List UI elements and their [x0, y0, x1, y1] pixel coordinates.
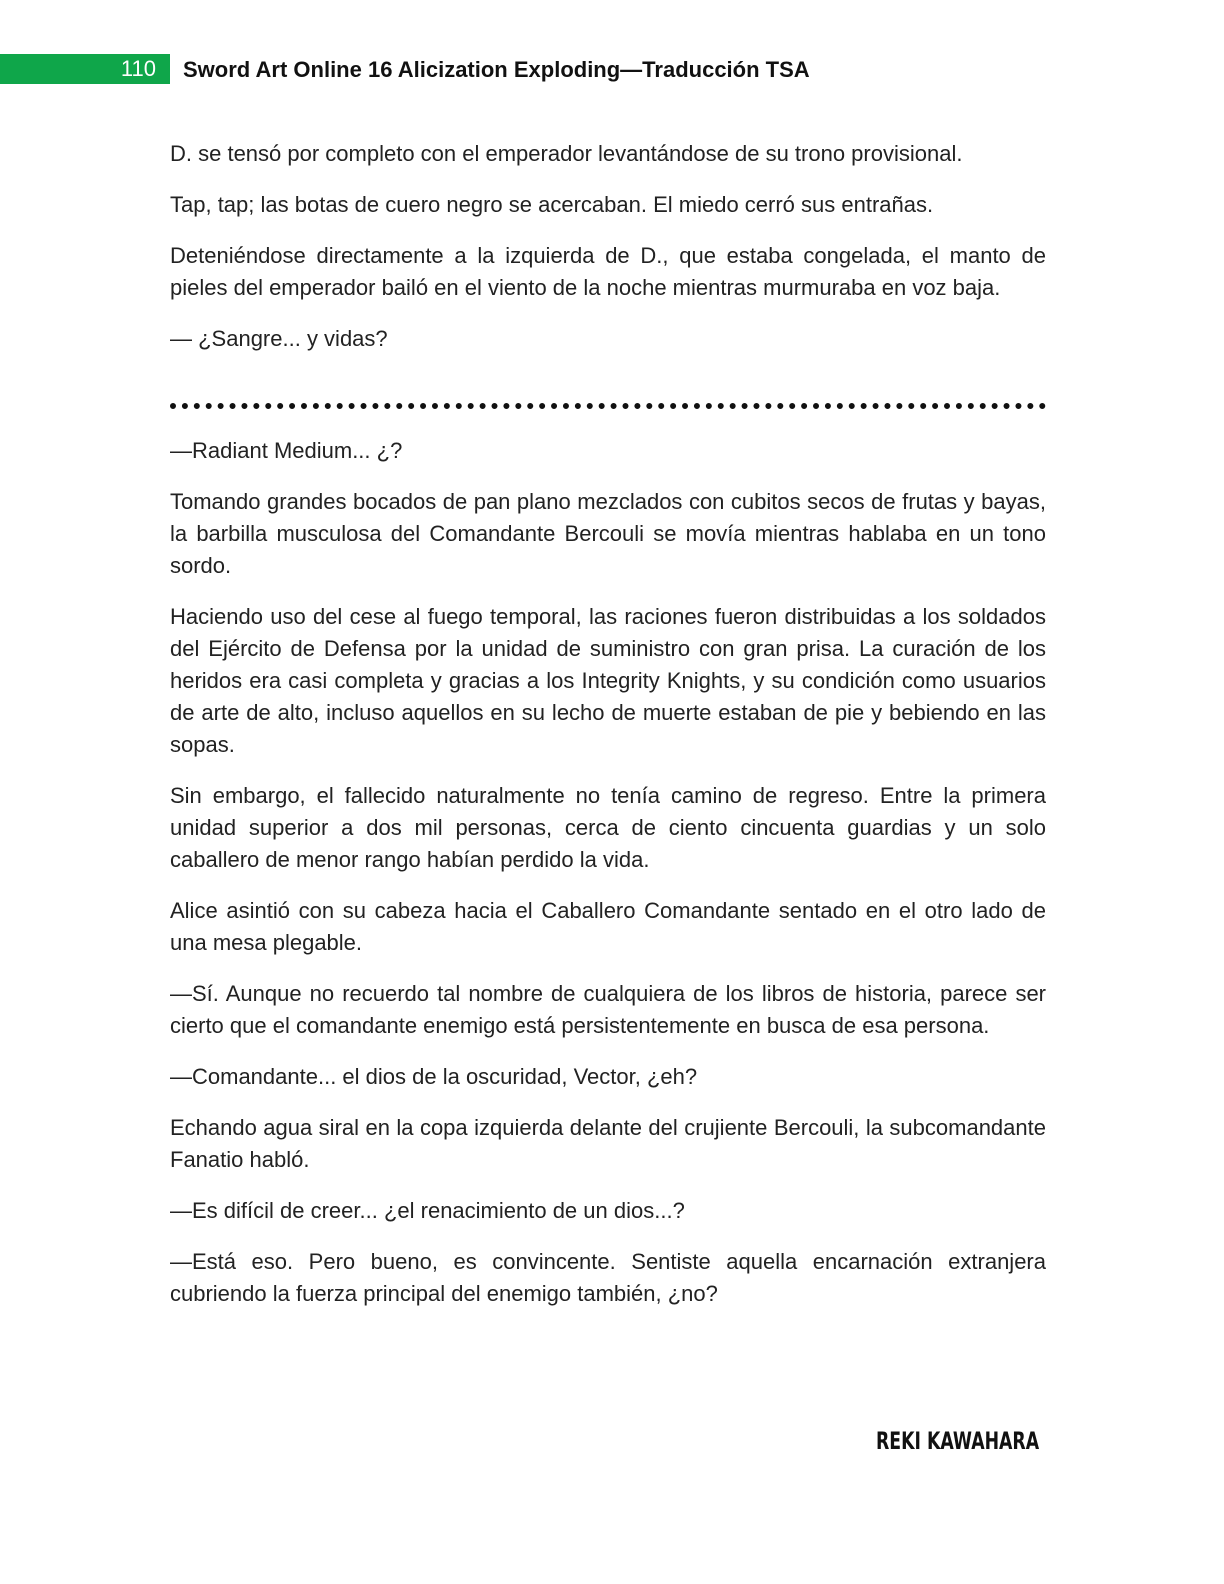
header-page-number-bar: [0, 54, 170, 84]
paragraph: Haciendo uso del cese al fuego temporal, las raciones fueron distribuidas a los soldados del Ejército de Defensa por la unidad de suministro con gran prisa. La curación de los heridos era casi completa y gracias a los Integrity Knights, y su condición como usuarios de arte de alto, incluso aquellos en su lecho de muerte estaban de pie y bebiendo en las sopas.: [170, 604, 1046, 757]
paragraph: Echando agua siral en la copa izquierda delante del crujiente Bercouli, la subcomandante Fanatio habló.: [170, 1115, 1046, 1172]
scene-break-separator: [170, 403, 1046, 409]
paragraph: Deteniéndose directamente a la izquierda de D., que estaba congelada, el manto de pieles del emperador bailó en el viento de la noche mientras murmuraba en voz baja.: [170, 243, 1046, 300]
paragraph: Alice asintió con su cabeza hacia el Caballero Comandante sentado en el otro lado de una mesa plegable.: [170, 898, 1046, 955]
paragraph: Tomando grandes bocados de pan plano mezclados con cubitos secos de frutas y bayas, la barbilla musculosa del Comandante Bercouli se movía mientras hablaba en un tono sordo.: [170, 489, 1046, 578]
paragraph: Tap, tap; las botas de cuero negro se acercaban. El miedo cerró sus entrañas.: [170, 192, 934, 217]
running-header-title: Sword Art Online 16 Alicization Exploding—Traducción TSA: [183, 57, 810, 82]
paragraph: —Es difícil de creer... ¿el renacimiento de un dios...?: [170, 1198, 685, 1223]
paragraph: —Comandante... el dios de la oscuridad, Vector, ¿eh?: [170, 1064, 698, 1089]
page-number: 110: [120, 56, 156, 81]
page-body: [170, 138, 1046, 1329]
paragraph: —Sí. Aunque no recuerdo tal nombre de cualquiera de los libros de historia, parece ser cierto que el comandante enemigo está persistentemente en busca de esa persona.: [170, 981, 1046, 1038]
paragraph: D. se tensó por completo con el emperador levantándose de su trono provisional.: [170, 141, 963, 166]
paragraph: Sin embargo, el fallecido naturalmente no tenía camino de regreso. Entre la primera unidad superior a dos mil personas, cerca de ciento cincuenta guardias y un solo caballero de menor rango habían perdido la vida.: [170, 783, 1046, 872]
paragraph: —Radiant Medium... ¿?: [170, 438, 403, 463]
paragraph: — ¿Sangre... y vidas?: [170, 326, 388, 351]
footer-author-name: REKI KAWAHARA: [876, 1427, 1040, 1455]
paragraph: —Está eso. Pero bueno, es convincente. Sentiste aquella encarnación extranjera cubriendo la fuerza principal del enemigo también, ¿no?: [170, 1249, 1046, 1306]
